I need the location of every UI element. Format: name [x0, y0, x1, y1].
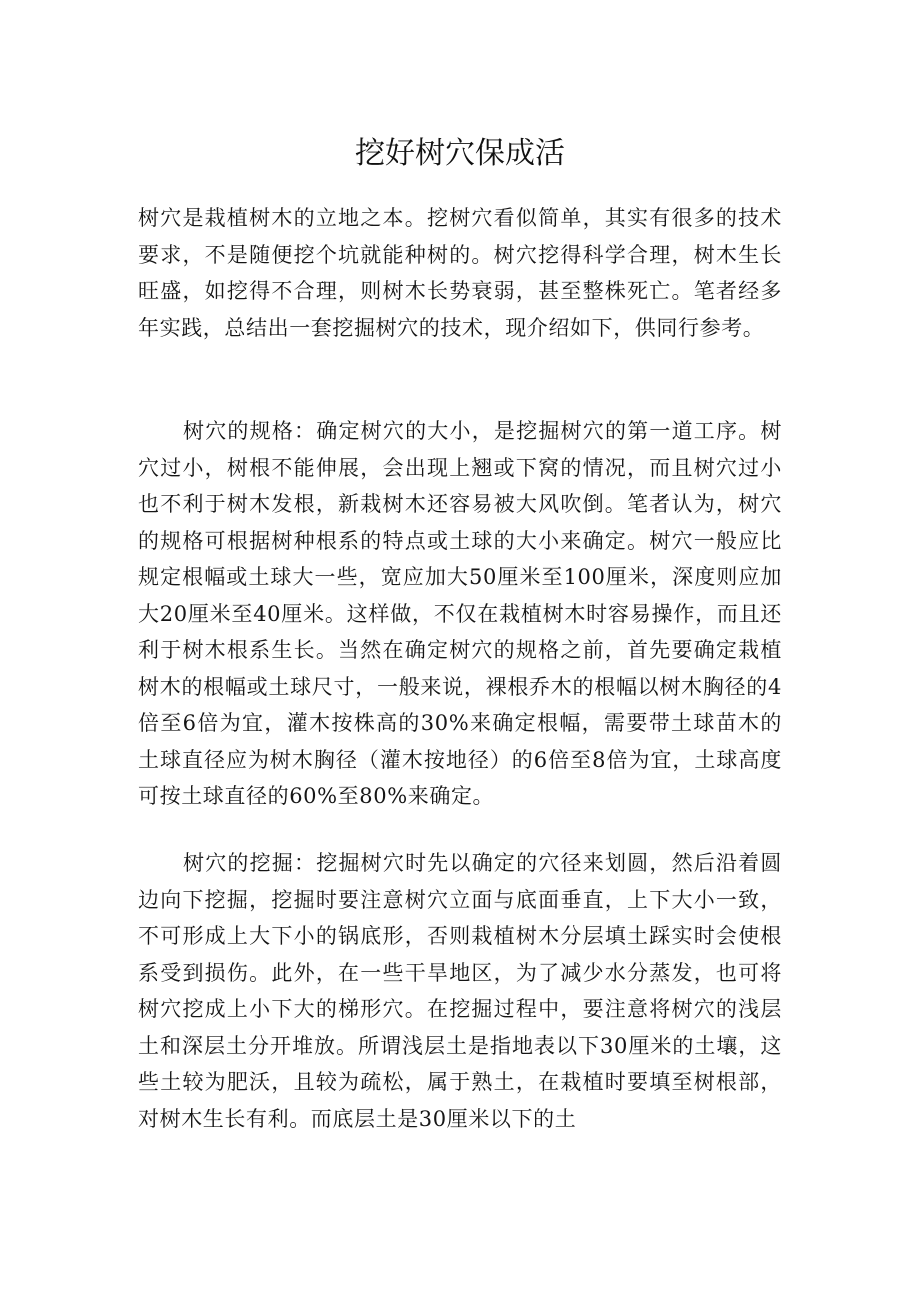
paragraph-pit-size: 树穴的规格：确定树穴的大小，是挖掘树穴的第一道工序。树穴过小，树根不能伸展，会出现上翘或下窝的情况，而且树穴过小也不利于树木发根，新栽树木还容易被大风吹倒。笔者认为，树穴的规格可根据树种根系的特点或土球的大小来确定。树穴一般应比规定根幅或土球大一些，宽应加大50厘米至100厘米，深度则应加大20厘米至40厘米。这样做，不仅在栽植树木时容易操作，而且还利于树木根系生长。当然在确定树穴的规格之前，首先要确定栽植树木的根幅或土球尺寸，一般来说，裸根乔木的根幅以树木胸径的4倍至6倍为宜，灌木按株高的30%来确定根幅，需要带土球苗木的土球直径应为树木胸径（灌木按地径）的6倍至8倍为宜，土球高度可按土球直径的60%至80%来确定。	[138, 419, 782, 808]
paragraph-intro: 树穴是栽植树木的立地之本。挖树穴看似简单，其实有很多的技术要求，不是随便挖个坑就能种树的。树穴挖得科学合理，树木生长旺盛，如挖得不合理，则树木长势衰弱，甚至整株死亡。笔者经多年实践，总结出一套挖掘树穴的技术，现介绍如下，供同行参考。	[138, 206, 782, 340]
paragraph-pit-digging: 树穴的挖掘：挖掘树穴时先以确定的穴径来划圆，然后沿着圆边向下挖掘，挖掘时要注意树穴立面与底面垂直，上下大小一致，不可形成上大下小的锅底形，否则栽植树木分层填土踩实时会使根系受到损伤。此外，在一些干旱地区，为了减少水分蒸发，也可将树穴挖成上小下大的梯形穴。在挖掘过程中，要注意将树穴的浅层土和深层土分开堆放。所谓浅层土是指地表以下30厘米的土壤，这些土较为肥沃，且较为疏松，属于熟土，在栽植时要填至树根部，对树木生长有利。而底层土是30厘米以下的土	[138, 851, 782, 1131]
page-title: 挖好树穴保成活	[355, 136, 565, 171]
